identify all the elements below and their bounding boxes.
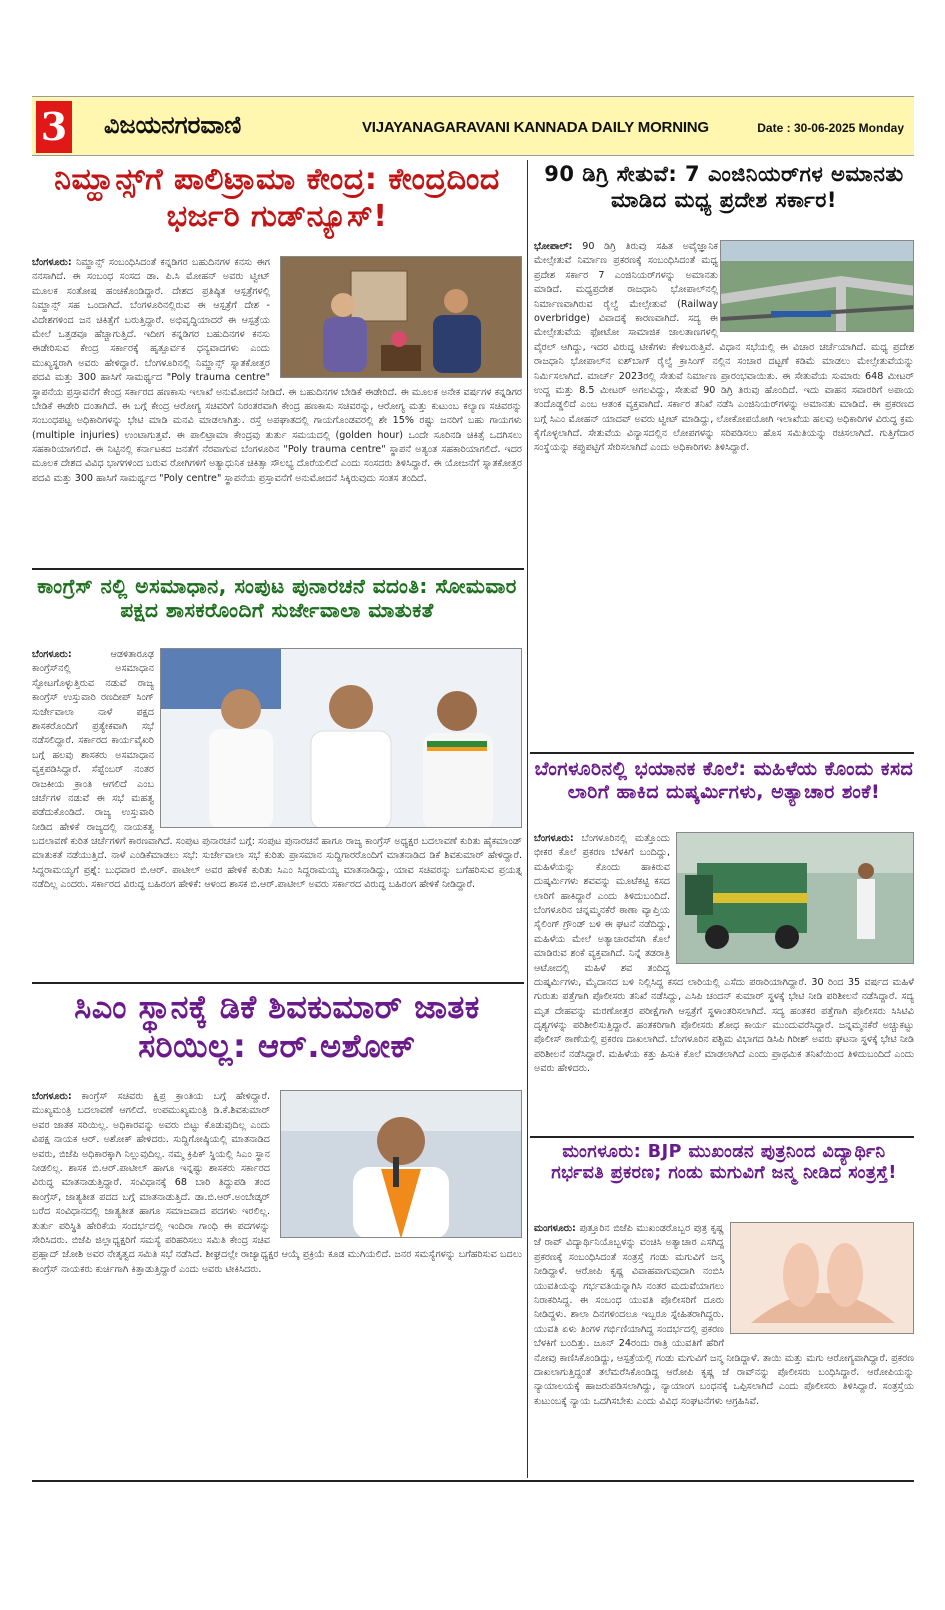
article-dateline: ಭೋಪಾಲ್:: [534, 241, 573, 252]
article-headline: ನಿಮ್ಹಾನ್ಸ್‌ಗೆ ಪಾಲಿಟ್ರಾಮಾ ಕೇಂದ್ರ: ಕೇಂದ್ರದಿಂದ ಭರ್ಜರಿ ಗುಡ್‌ನ್ಯೂಸ್!: [54, 162, 500, 234]
article-congress: [32, 648, 522, 976]
article-nimhans: [32, 256, 522, 556]
article-headline: ಬೆಂಗಳೂರಿನಲ್ಲಿ ಭಯಾನಕ ಕೊಲೆ: ಮಹಿಳೆಯ ಕೊಂದು ಕಸದ ಲಾರಿಗೆ ಹಾಕಿದ ದುಷ್ಕರ್ಮಿಗಳು, ಅತ್ಯಾಚಾರ ಶಂಕೆ!: [534, 758, 914, 804]
section-rule: [32, 568, 524, 570]
article-mangaluru-headline-box: [534, 1142, 914, 1218]
article-ashok-headline-box: [32, 988, 522, 1084]
article-nimhans-headline-box: [32, 162, 522, 242]
masthead: [32, 96, 914, 156]
masthead-english: VIJAYANAGARAVANI KANNADA DAILY MORNING: [362, 119, 709, 136]
issue-date: Date : 30-06-2025 Monday: [757, 121, 904, 135]
article-dateline: ಬೆಂಗಳೂರು:: [534, 833, 574, 844]
article-body: ಪುತ್ತೂರಿನ ಬಿಜೆಪಿ ಮುಖಂಡರೊಬ್ಬರ ಪುತ್ರ ಕೃಷ್ಣ ಜೆ ರಾವ್ ವಿದ್ಯಾರ್ಥಿನಿಯೊಬ್ಬಳನ್ನು ವಂಚಿಸಿ ಅತ್ಯಾಚಾರ ಎಸಗಿದ್ದ ಪ್ರಕರಣಕ್ಕೆ ಸಂಬಂಧಿಸಿದಂತೆ ಸಂತ್ರಸ್ತೆ ಗಂಡು ಮಗುವಿಗೆ ಜನ್ಮ ನೀಡಿದ್ದಾಳೆ. ಆರೋಪಿ ಕೃಷ್ಣ ವಿವಾಹವಾಗುವುದಾಗಿ ನಂಬಿಸಿ ಯುವತಿಯನ್ನು ಗರ್ಭವತಿಯನ್ನಾಗಿಸಿ ನಂತರ ಮದುವೆಯಾಗಲು ನಿರಾಕರಿಸಿದ್ದ. ಈ ಸಂಬಂಧ ಯುವತಿ ಪೊಲೀಸರಿಗೆ ದೂರು ನೀಡಿದ್ದಳು. ಶಾಲಾ ದಿನಗಳಿಂದಲೂ ಇಬ್ಬರೂ ಸ್ನೇಹಿತರಾಗಿದ್ದರು. ಯುವತಿ ಏಳು ತಿಂಗಳ ಗರ್ಭಿಣಿಯಾಗಿದ್ದ ಸಂದರ್ಭದಲ್ಲಿ ಪ್ರಕರಣ ಬೆಳಕಿಗೆ ಬಂದಿತ್ತು. ಜೂನ್ 24ರಂದು ರಾತ್ರಿ ಯುವತಿಗೆ ಹೆರಿಗೆ ನೋವು ಕಾಣಿಸಿಕೊಂಡಿದ್ದು, ಆಸ್ಪತ್ರೆಯಲ್ಲಿ ಗಂಡು ಮಗುವಿಗೆ ಜನ್ಮ ನೀಡಿದ್ದಾಳೆ. ತಾಯಿ ಮತ್ತು ಮಗು ಆರೋಗ್ಯವಾಗಿದ್ದಾರೆ. ಪ್ರಕರಣ ದಾಖಲಾಗುತ್ತಿದ್ದಂತೆ ತಲೆಮರೆಸಿಕೊಂಡಿದ್ದ ಆರೋಪಿ ಕೃಷ್ಣ ಜೆ ರಾವ್‌ನನ್ನು ಪೊಲೀಸರು ಬಂಧಿಸಿದ್ದಾರೆ. ಆರೋಪಿಯನ್ನು ನ್ಯಾಯಾಲಯಕ್ಕೆ ಹಾಜರುಪಡಿಸಲಾಗಿದ್ದು, ನ್ಯಾಯಾಂಗ ಬಂಧನಕ್ಕೆ ಒಪ್ಪಿಸಲಾಗಿದೆ ಎಂದು ಪೊಲೀಸರು ತಿಳಿಸಿದ್ದಾರೆ. ಸಂತ್ರಸ್ತೆಯ ಕುಟುಂಬಕ್ಕೆ ನ್ಯಾಯ ಒದಗಿಸಬೇಕು ಎಂದು ವಿವಿಧ ಸಂಘಟನೆಗಳು ಆಗ್ರಹಿಸಿವೆ.: [534, 1223, 914, 1407]
section-rule: [530, 1136, 914, 1138]
page-number: 3: [36, 101, 72, 153]
article-dateline: ಮಂಗಳೂರು:: [534, 1223, 576, 1234]
article-mangaluru: [534, 1222, 914, 1478]
article-body: ಆಡಳಿತಾರೂಢ ಕಾಂಗ್ರೆಸ್‌ನಲ್ಲಿ ಅಸಮಾಧಾನ ಸ್ಫೋಟಗೊಳ್ಳುತ್ತಿರುವ ನಡುವೆ ರಾಜ್ಯ ಕಾಂಗ್ರೆಸ್ ಉಸ್ತುವಾರಿ ರಣದೀಪ್ ಸಿಂಗ್ ಸುರ್ಜೇವಾಲಾ ನಾಳೆ ಪಕ್ಷದ ಶಾಸಕರೊಂದಿಗೆ ಪ್ರತ್ಯೇಕವಾಗಿ ಸಭೆ ನಡೆಸಲಿದ್ದಾರೆ. ಸರ್ಕಾರದ ಕಾರ್ಯವೈಖರಿ ಬಗ್ಗೆ ಹಲವು ಶಾಸಕರು ಅಸಮಾಧಾನ ವ್ಯಕ್ತಪಡಿಸಿದ್ದಾರೆ. ಸೆಪ್ಟೆಂಬರ್ ನಂತರ ರಾಜಕೀಯ ಕ್ರಾಂತಿ ಆಗಲಿದೆ ಎಂಬ ಚರ್ಚೆಗಳ ನಡುವೆ ಈ ಸಭೆ ಮಹತ್ವ ಪಡೆದುಕೊಂಡಿದೆ. ರಾಜ್ಯ ಉಸ್ತುವಾರಿ ನೀಡಿದ ಹೇಳಿಕೆ ರಾಜ್ಯದಲ್ಲಿ ನಾಯಕತ್ವ ಬದಲಾವಣೆ ಕುರಿತ ಚರ್ಚೆಗಳಿಗೆ ಕಾರಣವಾಗಿದೆ. ಸಂಪುಟ ಪುನಾರಚನೆ ಬಗ್ಗೆ: ಸಂಪುಟ ಪುನಾರಚನೆ ಹಾಗೂ ರಾಜ್ಯ ಕಾಂಗ್ರೆಸ್ ಅಧ್ಯಕ್ಷರ ಬದಲಾವಣೆ ಕುರಿತು ಹೈಕಮಾಂಡ್ ಮಾತುಕತೆ ನಡೆಯುತ್ತಿದೆ. ನಾಳೆ ಎಂಡಿಕೆಮಾಡಲು ಸಭೆ: ಸುರ್ಜೇವಾಲಾ ಸಭೆ ಕುರಿತು ಪ್ರಾಸಮಾನ ಸುದ್ದಿಗಾರರೊಂದಿಗೆ ಮಾತನಾಡಿದ ಡಿಕೆ ಶಿವಕುಮಾರ್ ಹೇಳಿದ್ದಾರೆ. ಸಿದ್ದರಾಮಯ್ಯಗೆ ಪ್ರಶ್ನೆ: ಬುಧವಾರ ಬಿ.ಆರ್. ಪಾಟೀಲ್ ಅವರ ಹೇಳಿಕೆ ಕುರಿತು ಸಿಎಂ ಸಿದ್ದರಾಮಯ್ಯ ಮಾತನಾಡಿದ್ದು, ಯಾವ ಸಚಿವರನ್ನು ಬಗೆಹರಿಸುವ ಪ್ರಯತ್ನ ನಡೆದಿಲ್ಲ ಎಂದರು. ಸರ್ಕಾರದ ವಿರುದ್ಧ ಬಹಿರಂಗ ಹೇಳಿಕೆ: ಆಳಂದ ಶಾಸಕ ಬಿ.ಆರ್.ಪಾಟೀಲ್ ಅವರು ಸರ್ಕಾರದ ವಿರುದ್ಧ ಬಹಿರಂಗ ಹೇಳಿಕೆ ನೀಡಿದ್ದಾರೆ.: [32, 649, 522, 891]
article-murder-headline-box: [534, 758, 914, 828]
section-rule: [32, 982, 524, 984]
article-bridge-headline-box: [534, 162, 914, 236]
article-bridge: [534, 240, 914, 742]
article-dateline: ಬೆಂಗಳೂರು:: [32, 649, 72, 660]
article-murder: [534, 832, 914, 1126]
article-body: ನಿಮ್ಹಾನ್ಸ್ ಸಂಬಂಧಿಸಿದಂತೆ ಕನ್ನಡಿಗರ ಬಹುದಿನಗಳ ಕನಸು ಈಗ ನನಸಾಗಿದೆ. ಈ ಸಂಬಂಧ ಸಂಸದ ಡಾ. ಪಿ.ಸಿ ಮೋಹನ್ ಅವರು ಟ್ವೀಟ್ ಮೂಲಕ ಸಂತೋಷ ಹಂಚಿಕೊಂಡಿದ್ದಾರೆ. ದೇಶದ ಪ್ರತಿಷ್ಠಿತ ಆಸ್ಪತ್ರೆಗಳಲ್ಲಿ ನಿಮ್ಹಾನ್ಸ್ ಸಹ ಒಂದಾಗಿದೆ. ಬೆಂಗಳೂರಿನಲ್ಲಿರುವ ಈ ಆಸ್ಪತ್ರೆಗೆ ದೇಶ - ವಿದೇಶಗಳಿಂದ ಜನ ಚಿಕಿತ್ಸೆಗೆ ಬರುತ್ತಿದ್ದಾರೆ. ಅಭಿವೃದ್ಧಿಯಾದರೆ ಈ ಆಸ್ಪತ್ರೆಯ ಮೇಲೆ ಒತ್ತಡವೂ ಹೆಚ್ಚಾಗುತ್ತಿದೆ. ಇದೀಗ ಕನ್ನಡಿಗರ ಬಹುದಿನಗಳ ಕನಸು ಈಡೇರಿಸುವ ಕೇಂದ್ರ ಸರ್ಕಾರಕ್ಕೆ ಹೃತ್ಪೂರ್ವಕ ಧನ್ಯವಾದಗಳು ಎಂದು ಮುಖ್ಯಸ್ಥರಾಗಿ ಅವರು ಹೇಳಿದ್ದಾರೆ. ಬೆಂಗಳೂರಿನಲ್ಲಿ ನಿಮ್ಹಾನ್ಸ್ ಸ್ನಾತಕೋತ್ತರ ಪದವಿ ಮತ್ತು 300 ಹಾಸಿಗೆ ಸಾಮರ್ಥ್ಯದ "Poly trauma centre" ಸ್ಥಾಪನೆಯ ಪ್ರಸ್ತಾವನೆಗೆ ಕೇಂದ್ರ ಸರ್ಕಾರದ ಹಣಕಾಸು ಇಲಾಖೆ ಅನುಮೋದನೆ ನೀಡಿದೆ. ಈ ಬಹುದಿನಗಳ ಬೇಡಿಕೆ ಈಡೇರಿದೆ. ಈ ಮೂಲಕ ಅನೇಕ ವರ್ಷಗಳ ಕನ್ನಡಿಗರ ಬೇಡಿಕೆ ಈಡೇರಿ ದಂತಾಗಿದೆ. ಈ ಬಗ್ಗೆ ಕೇಂದ್ರ ಆರೋಗ್ಯ ಸಚಿವರಿಗೆ ನಿರಂತರವಾಗಿ ಕೇಂದ್ರ ಹಣಕಾಸು ಸಚಿವರನ್ನು, ಆರೋಗ್ಯ ಮತ್ತು ಕುಟುಂಬ ಕಲ್ಯಾಣ ಸಚಿವರನ್ನು ಸಂಬಂಧಪಟ್ಟ ಅಧಿಕಾರಿಗಳನ್ನು ಭೇಟಿ ಮಾಡಿ ಮನವಿ ಮಾಡಲಾಗಿತ್ತು. ರಸ್ತೆ ಅಪಘಾತದಲ್ಲಿ ಗಾಯಗೊಂಡವರಲ್ಲಿ ಶೇ 15% ರಷ್ಟು ಜನರಿಗೆ ಬಹು ಗಾಯಗಳು (multiple injuries) ಉಂಟಾಗುತ್ತವೆ. ಈ ಪಾಲಿಟ್ರಾಮಾ ಕೇಂದ್ರವು ತುರ್ತು ಸಮಯದಲ್ಲಿ (golden hour) ಒಂದೇ ಸೂರಿನಡಿ ಚಿಕಿತ್ಸೆ ಒದಗಿಸಲು ಸಹಕಾರಿಯಾಗಲಿದೆ. ಈ ನಿಟ್ಟಿನಲ್ಲಿ ಕರ್ನಾಟಕದ ಜನತೆಗೆ ನೆರವಾಗುವ ಬೆಂಗಳೂರಿನ "Poly trauma centre" ಸ್ಥಾಪನೆ ಅತ್ಯಂತ ಸಹಕಾರಿಯಾಗಲಿದೆ. ಇದರ ಮೂಲಕ ದೇಶದ ವಿವಿಧ ಭಾಗಗಳಿಂದ ಬರುವ ರೋಗಿಗಳಿಗೆ ಅತ್ಯಾಧುನಿಕ ಚಿಕಿತ್ಸಾ ಸೌಲಭ್ಯ ದೊರೆಯಲಿದೆ ಎಂದು ಸಂಸದರು ತಿಳಿಸಿದ್ದಾರೆ. ಈ ಯೋಜನೆಗೆ ಸ್ನಾತಕೋತ್ತರ ಪದವಿ ಮತ್ತು 300 ಹಾಸಿಗೆ ಸಾಮರ್ಥ್ಯದ "Poly centre" ಸ್ಥಾಪನೆಯ ಪ್ರಸ್ತಾವನೆಗೆ ಅನುಮೋದನೆ ಸಿಕ್ಕಿರುವುದು ಸಂತಸ ತಂದಿದೆ.: [32, 257, 522, 484]
section-rule: [530, 752, 914, 754]
article-headline: ಮಂಗಳೂರು: BJP ಮುಖಂಡನ ಪುತ್ರನಿಂದ ವಿದ್ಯಾರ್ಥಿನಿ ಗರ್ಭವತಿ ಪ್ರಕರಣ; ಗಂಡು ಮಗುವಿಗೆ ಜನ್ಮ ನೀಡಿದ ಸಂತ್ರಸ್ತೆ!: [551, 1142, 897, 1184]
article-dateline: ಬೆಂಗಳೂರು:: [32, 257, 72, 268]
article-headline: ಸಿಎಂ ಸ್ಥಾನಕ್ಕೆ ಡಿಕೆ ಶಿವಕುಮಾರ್ ಜಾತಕ ಸರಿಯಿಲ್ಲ: ಆರ್.ಅಶೋಕ್: [74, 988, 480, 1066]
article-body: ಬೆಂಗಳೂರಿನಲ್ಲಿ ಮತ್ತೊಂದು ಭೀಕರ ಕೊಲೆ ಪ್ರಕರಣ ಬೆಳಕಿಗೆ ಬಂದಿದ್ದು, ಮಹಿಳೆಯನ್ನು ಕೊಂದು ಹಾಕಿರುವ ದುಷ್ಕರ್ಮಿಗಳು ಶವವನ್ನು ಮೂಟೆಕಟ್ಟಿ ಕಸದ ಲಾರಿಗೆ ಹಾಕಿದ್ದಾರೆ ಎಂದು ತಿಳಿದುಬಂದಿದೆ. ಬೆಂಗಳೂರಿನ ಚನ್ನಮ್ಮನಕೆರೆ ಠಾಣಾ ವ್ಯಾಪ್ತಿಯ ಸೈಲಿಂಗ್ ಗ್ರೌಂಡ್ ಬಳಿ ಈ ಘಟನೆ ನಡೆದಿದ್ದು, ಮಹಿಳೆಯ ಮೇಲೆ ಅತ್ಯಾಚಾರವೆಸಗಿ ಕೊಲೆ ಮಾಡಿರುವ ಶಂಕೆ ವ್ಯಕ್ತವಾಗಿದೆ. ನಿನ್ನೆ ತಡರಾತ್ರಿ ಆಟೋದಲ್ಲಿ ಮಹಿಳೆ ಶವ ತಂದಿದ್ದ ದುಷ್ಕರ್ಮಿಗಳು, ಮೈದಾನದ ಬಳಿ ನಿಲ್ಲಿಸಿದ್ದ ಕಸದ ಲಾರಿಯಲ್ಲಿ ಎಸೆದು ಪರಾರಿಯಾಗಿದ್ದಾರೆ. 30 ರಿಂದ 35 ವರ್ಷದ ಮಹಿಳೆ ಗುರುತು ಪತ್ತೆಗಾಗಿ ಪೊಲೀಸರು ತನಿಖೆ ನಡೆಸಿದ್ದು, ಎಸಿಪಿ ಚಂದನ್ ಕುಮಾರ್ ಸ್ಥಳಕ್ಕೆ ಭೇಟಿ ನೀಡಿ ಪರಿಶೀಲನೆ ನಡೆಸಿದ್ದಾರೆ. ಸದ್ಯ ಮೃತ ದೇಹವನ್ನು ಮರಣೋತ್ತರ ಪರೀಕ್ಷೆಗಾಗಿ ಆಸ್ಪತ್ರೆಗೆ ಸ್ಥಳಾಂತರಿಸಲಾಗಿದೆ. ಸದ್ಯ ಹಂತಕರ ಪತ್ತೆಗಾಗಿ ಪೊಲೀಸರು ಸಿಸಿಟಿವಿ ದೃಶ್ಯಗಳನ್ನು ಪರಿಶೀಲಿಸುತ್ತಿದ್ದಾರೆ. ಹಂತಕರಿಗಾಗಿ ಪೊಲೀಸರು ಶೋಧ ಕಾರ್ಯ ಮುಂದುವರೆಸಿದ್ದಾರೆ. ಜನ್ನಮ್ಮನಕೆರೆ ಅಚ್ಚುಕಟ್ಟು ಪೊಲೀಸ್ ಠಾಣೆಯಲ್ಲಿ ಪ್ರಕರಣ ದಾಖಲಾಗಿದೆ. ಬೆಂಗಳೂರಿನ ಪಶ್ಚಿಮ ವಿಭಾಗದ ಡಿಸಿಪಿ ಗಿರೀಶ್ ಅವರು ಘಟನಾ ಸ್ಥಳಕ್ಕೆ ಭೇಟಿ ನೀಡಿ ಪರಿಶೀಲನೆ ನಡೆಸಿದ್ದಾರೆ. ಮಹಿಳೆಯ ಕತ್ತು ಹಿಸುಕಿ ಕೊಲೆ ಮಾಡಲಾಗಿದೆ ಎಂದು ಪ್ರಾಥಮಿಕ ತನಿಖೆಯಿಂದ ತಿಳಿದುಬಂದಿದೆ ಎಂದು ಅವರು ಹೇಳಿದರು.: [534, 833, 914, 1075]
article-congress-headline-box: [32, 574, 522, 646]
article-headline: 90 ಡಿಗ್ರಿ ಸೇತುವೆ: 7 ಎಂಜಿನಿಯರ್‌ಗಳ ಅಮಾನತು ಮಾಡಿದ ಮಧ್ಯ ಪ್ರದೇಶ ಸರ್ಕಾರ!: [544, 162, 904, 212]
page-bottom-rule: [32, 1480, 914, 1482]
article-headline: ಕಾಂಗ್ರೆಸ್ ನಲ್ಲಿ ಅಸಮಾಧಾನ, ಸಂಪುಟ ಪುನಾರಚನೆ ವದಂತಿ: ಸೋಮವಾರ ಪಕ್ಷದ ಶಾಸಕರೊಂದಿಗೆ ಸುರ್ಜೇವಾಲಾ ಮಾತುಕತೆ: [37, 574, 517, 623]
article-ashok: [32, 1090, 522, 1478]
article-body: 90 ಡಿಗ್ರಿ ತಿರುವು ಸಹಿತ ಅವೈಜ್ಞಾನಿಕ ಮೇಲ್ಸೇತುವೆ ನಿರ್ಮಾಣ ಪ್ರಕರಣಕ್ಕೆ ಸಂಬಂಧಿಸಿದಂತೆ ಮಧ್ಯ ಪ್ರದೇಶ ಸರ್ಕಾರ 7 ಎಂಜಿನಿಯರ್‌ಗಳನ್ನು ಅಮಾನತು ಮಾಡಿದೆ. ಮಧ್ಯಪ್ರದೇಶ ರಾಜಧಾನಿ ಭೋಪಾಲ್‌ನಲ್ಲಿ ನಿರ್ಮಾಣವಾಗಿರುವ ರೈಲ್ವೆ ಮೇಲ್ಸೇತುವೆ (Railway overbridge) ವಿವಾದಕ್ಕೆ ಕಾರಣವಾಗಿದೆ. ಸದ್ಯ ಈ ಮೇಲ್ಸೇತುವೆಯ ಫೋಟೋ ಸಾಮಾಜಿಕ ಜಾಲತಾಣಗಳಲ್ಲಿ ವೈರಲ್ ಆಗಿದ್ದು, ಇದರ ವಿರುದ್ಧ ಟೀಕೆಗಳು ಕೇಳಿಬರುತ್ತಿವೆ. ವಿಧಾನ ಸಭೆಯಲ್ಲಿ ಈ ವಿಚಾರ ಚರ್ಚೆಯಾಗಿದೆ. ಮಧ್ಯ ಪ್ರದೇಶ ರಾಜಧಾನಿ ಭೋಪಾಲ್‌ನ ಐಶ್‌ಬಾಗ್ ರೈಲ್ವೆ ಕ್ರಾಸಿಂಗ್ ನಲ್ಲಿನ ಸಂಚಾರ ದಟ್ಟಣೆ ಕಡಿಮೆ ಮಾಡಲು ಮೇಲ್ಸೇತುವೆಯನ್ನು ನಿರ್ಮಿಸಲಾಗಿದೆ. ಮಾರ್ಚ್ 2023ರಲ್ಲಿ ಸೇತುವೆ ನಿರ್ಮಾಣ ಪ್ರಾರಂಭವಾಯಿತು. ಈ ಸೇತುವೆಯ ಸುಮಾರು 648 ಮೀಟರ್ ಉದ್ದ ಮತ್ತು 8.5 ಮೀಟರ್ ಅಗಲವಿದ್ದು, ಸೇತುವೆ 90 ಡಿಗ್ರಿ ತಿರುವು ಹೊಂದಿದೆ. ಇದು ವಾಹನ ಸವಾರರಿಗೆ ಅಪಾಯ ತಂದೊಡ್ಡಲಿದೆ ಎಂಬ ಆತಂಕ ವ್ಯಕ್ತವಾಗಿದೆ. ಸರ್ಕಾರ ತನಿಖೆ ನಡೆಸಿ ಎಂಜಿನಿಯರ್‌ಗಳನ್ನು ಅಮಾನತು ಮಾಡಿದೆ. ಈ ಪ್ರಕರಣದ ಬಗ್ಗೆ ಸಿಎಂ ಮೋಹನ್ ಯಾದವ್ ಅವರು ಟ್ವೀಟ್ ಮಾಡಿದ್ದು, ಲೋಕೋಪಯೋಗಿ ಇಲಾಖೆಯ ಹಲವು ಅಧಿಕಾರಿಗಳ ವಿರುದ್ಧ ಕ್ರಮ ಕೈಗೊಳ್ಳಲಾಗಿದೆ. ಸೇತುವೆಯ ವಿನ್ಯಾಸದಲ್ಲಿನ ಲೋಪಗಳನ್ನು ಸರಿಪಡಿಸಲು ಹೊಸ ಸಮಿತಿಯನ್ನು ರಚಿಸಲಾಗಿದೆ. ಗುತ್ತಿಗೆದಾರ ಸಂಸ್ಥೆಯನ್ನು ಕಪ್ಪುಪಟ್ಟಿಗೆ ಸೇರಿಸಲಾಗಿದೆ ಎಂದು ಅಧಿಕಾರಿಗಳು ತಿಳಿಸಿದ್ದಾರೆ.: [534, 241, 914, 454]
column-divider: [527, 160, 528, 1478]
masthead-kannada: ವಿಜಯನಗರವಾಣಿ: [104, 111, 242, 139]
article-body: ಕಾಂಗ್ರೆಸ್ ಸಚಿವರು ಕ್ಷಿಪ್ರ ಕ್ರಾಂತಿಯ ಬಗ್ಗೆ ಹೇಳಿದ್ದಾರೆ. ಮುಖ್ಯಮಂತ್ರಿ ಬದಲಾವಣೆ ಆಗಲಿದೆ. ಉಪಮುಖ್ಯಮಂತ್ರಿ ಡಿ.ಕೆ.ಶಿವಕುಮಾರ್ ಅವರ ಜಾತಕ ಸರಿಯಿಲ್ಲ. ಅಧಿಕಾರವನ್ನು ಅವರು ಬಿಟ್ಟು ಕೊಡುವುದಿಲ್ಲ ಎಂದು ವಿಪಕ್ಷ ನಾಯಕ ಆರ್. ಅಶೋಕ್ ಹೇಳಿದರು. ಸುದ್ದಿಗೋಷ್ಠಿಯಲ್ಲಿ ಮಾತನಾಡಿದ ಅವರು, ಬಿಜೆಪಿ ಅಧಿಕಾರಕ್ಕಾಗಿ ನಿಲ್ಲುವುದಿಲ್ಲ. ನಮ್ಮ ಕ್ರಿಪಿಕ್ ಸ್ಥಿಯಲ್ಲಿ ಸಿಎಂ ಸ್ಥಾನ ನೀಡಲಿಲ್ಲ. ಶಾಸಕ ಬಿ.ಆರ್.ಪಾಟೀಲ್ ಹಾಗೂ ಇನ್ನಷ್ಟು ಶಾಸಕರು ಸರ್ಕಾರದ ವಿರುದ್ಧ ಮಾತನಾಡುತ್ತಿದ್ದಾರೆ. ಸಂವಿಧಾನಕ್ಕೆ 68 ಬಾರಿ ತಿದ್ದುಪಡಿ ತಂದ ಕಾಂಗ್ರೆಸ್, ಜಾತ್ಯತೀತ ಪದದ ಬಗ್ಗೆ ಮಾತನಾಡುತ್ತಿದೆ. ಡಾ.ಬಿ.ಆರ್.ಅಂಬೇಡ್ಕರ್ ಬರೆದ ಸಂವಿಧಾನದಲ್ಲಿ ಜಾತ್ಯತೀತ ಹಾಗೂ ಸಮಾಜವಾದ ಪದಗಳು ಇರಲಿಲ್ಲ. ತುರ್ತು ಪರಿಸ್ಥಿತಿ ಹೇರಿಕೆಯ ಸಂದರ್ಭದಲ್ಲಿ ಇಂದಿರಾ ಗಾಂಧಿ ಈ ಪದಗಳನ್ನು ಸೇರಿಸಿದರು. ಬಿಜೆಪಿ ಜಿಲ್ಲಾಧ್ಯಕ್ಷರಿಗೆ ಸಮಸ್ಯೆ ಪರಿಹರಿಸಲು ಸಮಿತಿ ಕೇಂದ್ರ ಸಚಿವ ಪ್ರಹ್ಲಾದ್ ಜೋಶಿ ಅವರ ನೇತೃತ್ವದ ಸಮಿತಿ ಸಭೆ ನಡೆಸಿದೆ. ಶೀಘ್ರದಲ್ಲೇ ರಾಜ್ಯಾಧ್ಯಕ್ಷರ ಆಯ್ಕೆ ಪ್ರಕ್ರಿಯೆ ಕೂಡ ಮುಗಿಯಲಿದೆ. ಜನರ ಸಮಸ್ಯೆಗಳನ್ನು ಬಗೆಹರಿಸುವ ಬದಲು ಕಾಂಗ್ರೆಸ್ ನಾಯಕರು ಕುರ್ಚಿಗಾಗಿ ಕಿತ್ತಾಡುತ್ತಿದ್ದಾರೆ ಎಂದು ಅವರು ಟೀಕಿಸಿದರು.: [32, 1091, 522, 1275]
article-dateline: ಬೆಂಗಳೂರು:: [32, 1091, 72, 1102]
